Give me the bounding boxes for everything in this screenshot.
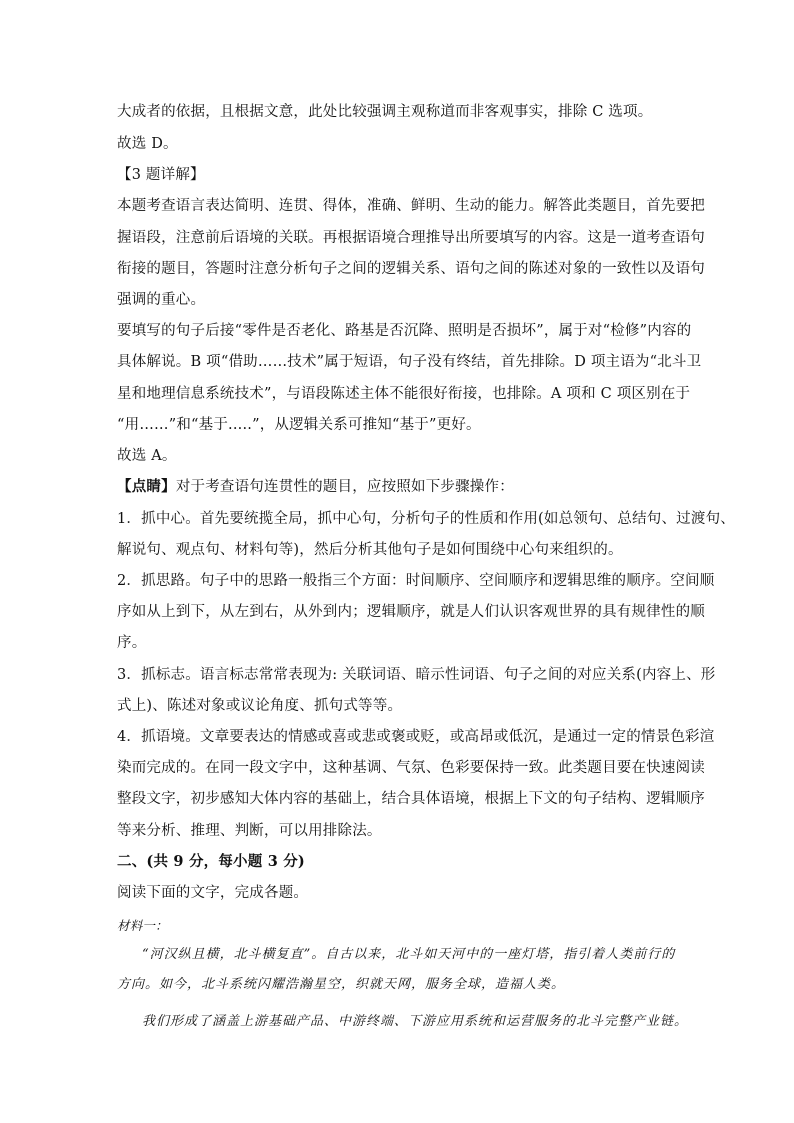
material-label: 材料一： <box>117 918 168 933</box>
paragraph-line: 要填写的句子后接“零件是否老化、路基是否沉降、照明是否损坏”，属于对“检修”内容的 <box>117 323 692 339</box>
paragraph-line: 本题考查语言表达简明、连贯、得体，准确、鲜明、生动的能力。解答此类题目，首先要把 <box>117 198 705 214</box>
material-line: 方向。如今，北斗系统闪耀浩瀚星空，织就天网，服务全球，造福人类。 <box>117 977 566 992</box>
paragraph-line: 星和地理信息系统技术”，与语段陈述主体不能很好衔接，也排除。A 项和 C 项区别在于 <box>117 386 691 402</box>
paragraph-line: 等来分析、推理、判断，可以用排除法。 <box>117 823 382 839</box>
paragraph-line: 故选 D。 <box>117 136 178 152</box>
paragraph-line: 式上)、陈述对象或议论角度、抓句式等等。 <box>117 698 403 714</box>
paragraph-line: 解说句、观点句、材料句等)，然后分析其他句子是如何围绕中心句来组织的。 <box>117 542 623 558</box>
paragraph-line: 3．抓标志。语言标志常常表现为: 关联词语、暗示性词语、句子之间的对应关系(内容上、形 <box>117 667 716 683</box>
instruction-line: 阅读下面的文字，完成各题。 <box>117 885 309 901</box>
material-line: 我们形成了涵盖上游基础产品、中游终端、下游应用系统和运营服务的北斗完整产业链。 <box>142 1014 689 1029</box>
paragraph-line: 4．抓语境。文章要表达的情感或喜或悲或褒或贬，或高昂或低沉，是通过一定的情景色彩渲 <box>117 729 715 745</box>
paragraph-line: 握语段，注意前后语境的关联。再根据语境合理推导出所要填写的内容。这是一道考查语句 <box>117 230 705 246</box>
paragraph-line: 大成者的依据，且根据文意，此处比较强调主观称道而非客观事实，排除 C 选项。 <box>117 104 653 120</box>
paragraph-line: 2．抓思路。句子中的思路一般指三个方面：时间顺序、空间顺序和逻辑思维的顺序。空间顺 <box>117 573 715 589</box>
paragraph-line: 衔接的题目，答题时注意分析句子之间的逻辑关系、语句之间的陈述对象的一致性以及语句 <box>117 261 705 277</box>
material-line: “河汉纵且横，北斗横复直”。自古以来，北斗如天河中的一座灯塔，指引着人类前行的 <box>142 947 676 962</box>
tip-line <box>117 477 514 497</box>
paragraph-line: 1．抓中心。首先要统揽全局，抓中心句，分析句子的性质和作用(如总领句、总结句、过渡句、 <box>117 511 735 527</box>
paragraph-line: 整段文字，初步感知大体内容的基础上，结合具体语境，根据上下文的句子结构、逻辑顺序 <box>117 791 705 807</box>
paragraph-line: 染而完成的。在同一段文字中，这种基调、气氛、色彩要保持一致。此类题目要在快速阅读 <box>117 760 705 776</box>
paragraph-line: 强调的重心。 <box>117 292 206 308</box>
paragraph-line: 序。 <box>117 635 147 651</box>
paragraph-line: 序如从上到下，从左到右，从外到内；逻辑顺序，就是人们认识客观世界的具有规律性的顺 <box>117 604 705 620</box>
paragraph-line: 故选 A。 <box>117 448 177 464</box>
paragraph-line: “用……”和“基于.....”，从逻辑关系可推知“基于”更好。 <box>117 417 481 433</box>
tip-text: 对于考查语句连贯性的题目，应按照如下步骤操作： <box>175 479 514 495</box>
paragraph-line: 具体解说。B 项“借助……技术”属于短语，句子没有终结，首先排除。D 项主语为“北斗卫 <box>117 354 702 370</box>
section-heading: 【3 题详解】 <box>117 167 205 183</box>
section-title: 二、(共 9 分，每小题 3 分) <box>117 853 305 870</box>
tip-label: 【点睛】 <box>117 478 176 495</box>
